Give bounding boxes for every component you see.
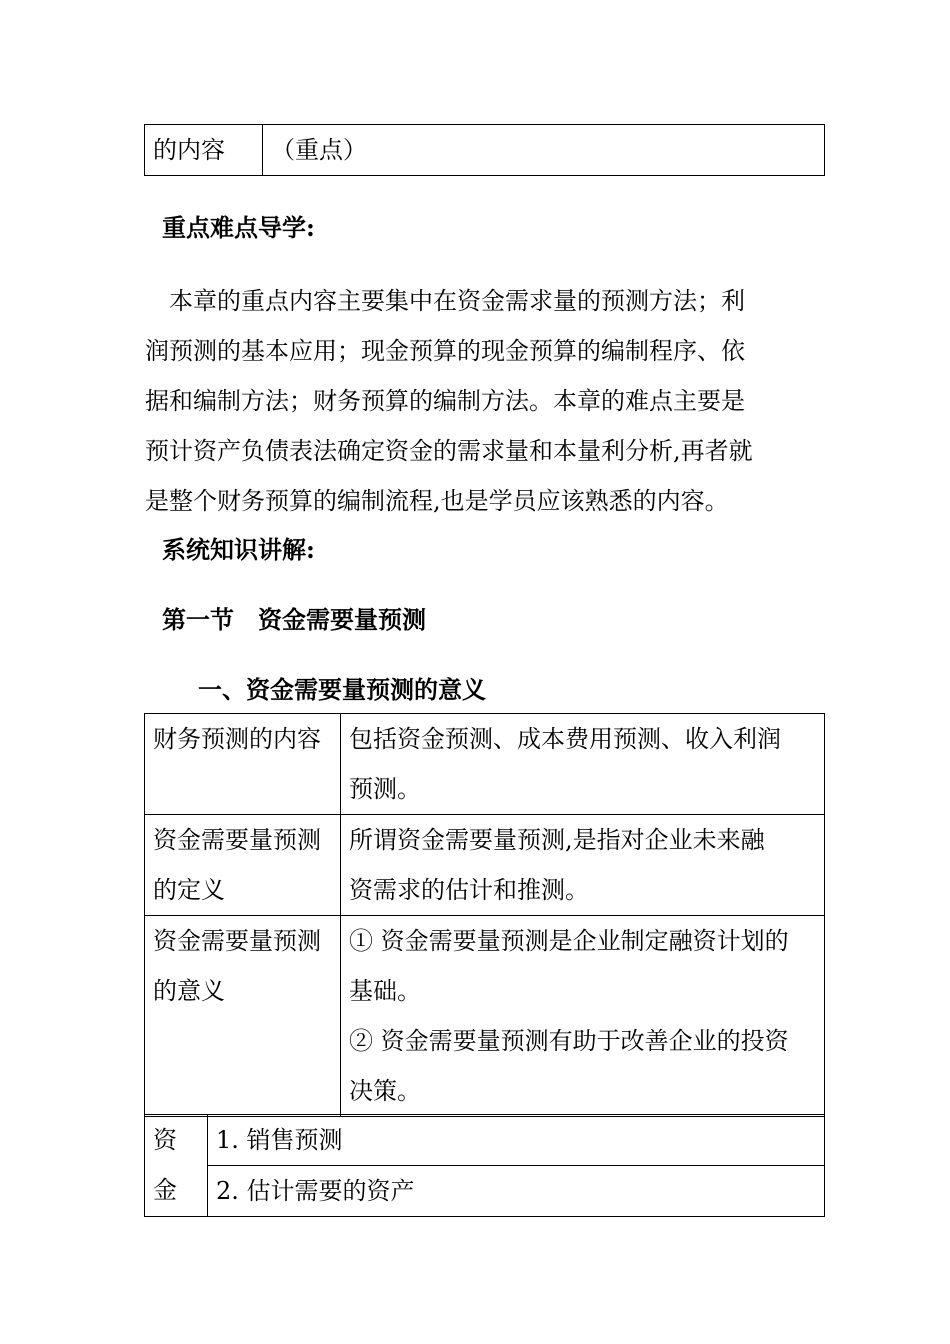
step-item: 2. 估计需要的资产 (216, 1177, 415, 1205)
row-label: 财务预测的内容 (153, 725, 321, 753)
intro-line: 本章的重点内容主要集中在资金需求量的预测方法；利 (145, 287, 745, 315)
steps-label: 资 金 (153, 1126, 177, 1204)
heading-section-1: 第一节 资金需要量预测 (162, 605, 426, 634)
intro-paragraph (145, 276, 795, 526)
row-content: 所谓资金需要量预测,是指对企业未来融 资需求的估计和推测。 (349, 826, 765, 904)
top-table (144, 124, 825, 176)
table-row (145, 714, 825, 815)
table-row (145, 815, 825, 916)
row-content: ① 资金需要量预测是企业制定融资计划的 基础。 ② 资金需要量预测有助于改善企业的投资 决策。 (349, 927, 789, 1105)
table-row (145, 1115, 825, 1166)
intro-line: 据和编制方法；财务预算的编制方法。本章的难点主要是 (145, 387, 745, 415)
intro-line: 是整个财务预算的编制流程,也是学员应该熟悉的内容。 (145, 487, 729, 515)
intro-line: 润预测的基本应用；现金预算的现金预算的编制程序、依 (145, 337, 745, 365)
top-table-right-cell: （重点） (271, 136, 367, 164)
table-row (145, 1166, 825, 1217)
heading-system: 系统知识讲解: (162, 535, 315, 564)
step-item: 1. 销售预测 (216, 1126, 343, 1154)
meaning-table (144, 713, 825, 1117)
heading-guide: 重点难点导学: (162, 213, 315, 242)
table-row (145, 916, 825, 1117)
row-label: 资金需要量预测 的意义 (153, 927, 321, 1005)
intro-line: 预计资产负债表法确定资金的需求量和本量利分析,再者就 (145, 437, 753, 465)
heading-sub-1: 一、资金需要量预测的意义 (198, 675, 486, 704)
steps-table (144, 1114, 825, 1217)
row-label: 资金需要量预测 的定义 (153, 826, 321, 904)
top-table-left-cell: 的内容 (153, 136, 225, 164)
row-content: 包括资金预测、成本费用预测、收入利润 预测。 (349, 725, 781, 803)
